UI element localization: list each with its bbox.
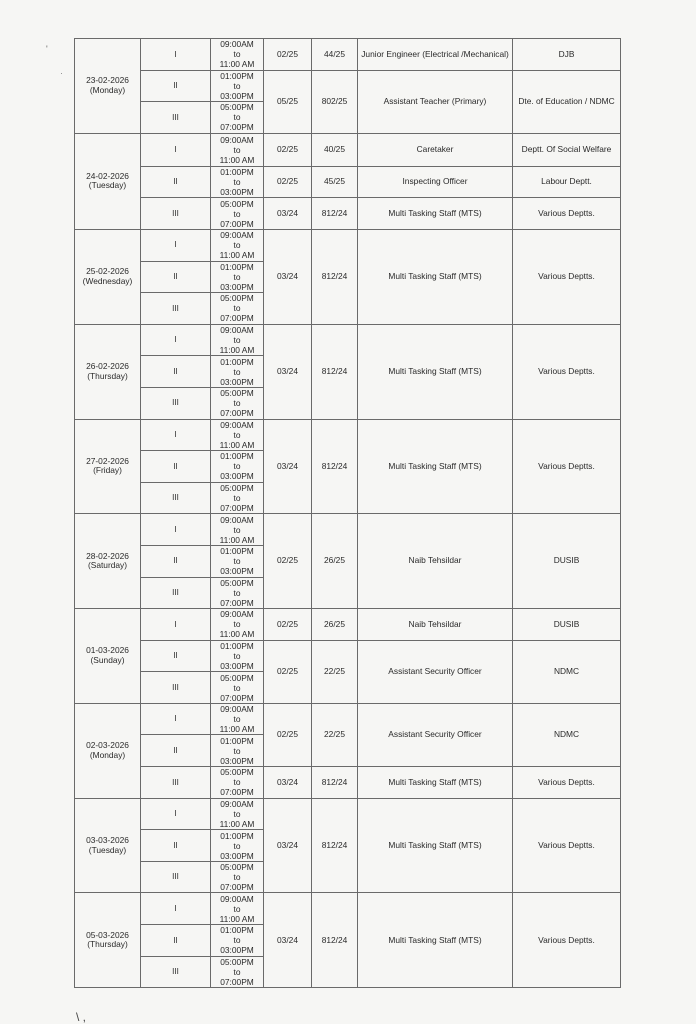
shift-cell: III [141, 293, 211, 325]
department-cell: NDMC [513, 703, 621, 766]
time-cell: 09:00AM to 11:00 AM [211, 419, 264, 451]
shift-cell: I [141, 39, 211, 71]
advt-cell: 02/25 [264, 609, 312, 641]
advt-cell: 02/25 [264, 640, 312, 703]
post-name-cell: Naib Tehsildar [358, 609, 513, 641]
post-name-cell: Assistant Security Officer [358, 703, 513, 766]
table-row [75, 419, 621, 451]
time-cell: 09:00AM to 11:00 AM [211, 229, 264, 261]
post-name-cell: Inspecting Officer [358, 166, 513, 198]
shift-cell: II [141, 545, 211, 577]
post-code-cell: 26/25 [312, 514, 358, 609]
post-name-cell: Assistant Security Officer [358, 640, 513, 703]
time-cell: 09:00AM to 11:00 AM [211, 893, 264, 925]
department-cell: Various Deptts. [513, 324, 621, 419]
department-cell: Various Deptts. [513, 229, 621, 324]
shift-cell: III [141, 482, 211, 514]
department-cell: Dte. of Education / NDMC [513, 70, 621, 133]
shift-cell: II [141, 735, 211, 767]
department-cell: Various Deptts. [513, 767, 621, 799]
time-cell: 01:00PM to 03:00PM [211, 356, 264, 388]
time-cell: 09:00AM to 11:00 AM [211, 609, 264, 641]
post-code-cell: 812/24 [312, 324, 358, 419]
post-code-cell: 812/24 [312, 893, 358, 988]
advt-cell: 02/25 [264, 133, 312, 166]
time-cell: 01:00PM to 03:00PM [211, 735, 264, 767]
shift-cell: III [141, 767, 211, 799]
time-cell: 09:00AM to 11:00 AM [211, 39, 264, 71]
shift-cell: I [141, 324, 211, 356]
table-row [75, 893, 621, 925]
shift-cell: III [141, 956, 211, 988]
time-cell: 01:00PM to 03:00PM [211, 166, 264, 198]
scan-mark: ' [46, 44, 48, 54]
department-cell: DJB [513, 39, 621, 71]
department-cell: Deptt. Of Social Welfare [513, 133, 621, 166]
shift-cell: III [141, 102, 211, 134]
date-cell: 03-03-2026 (Tuesday) [75, 798, 141, 893]
time-cell: 01:00PM to 03:00PM [211, 925, 264, 957]
post-code-cell: 26/25 [312, 609, 358, 641]
post-name-cell: Multi Tasking Staff (MTS) [358, 767, 513, 799]
advt-cell: 03/24 [264, 198, 312, 230]
department-cell: DUSIB [513, 609, 621, 641]
shift-cell: II [141, 70, 211, 102]
shift-cell: III [141, 861, 211, 893]
time-cell: 05:00PM to 07:00PM [211, 767, 264, 799]
time-cell: 01:00PM to 03:00PM [211, 545, 264, 577]
time-cell: 01:00PM to 03:00PM [211, 70, 264, 102]
post-name-cell: Multi Tasking Staff (MTS) [358, 419, 513, 514]
table-row [75, 640, 621, 672]
post-code-cell: 45/25 [312, 166, 358, 198]
post-code-cell: 40/25 [312, 133, 358, 166]
advt-cell: 05/25 [264, 70, 312, 133]
shift-cell: III [141, 198, 211, 230]
advt-cell: 03/24 [264, 324, 312, 419]
advt-cell: 03/24 [264, 419, 312, 514]
date-cell: 26-02-2026 (Thursday) [75, 324, 141, 419]
date-cell: 24-02-2026 (Tuesday) [75, 133, 141, 229]
table-row [75, 703, 621, 735]
time-cell: 01:00PM to 03:00PM [211, 261, 264, 293]
date-cell: 05-03-2026 (Thursday) [75, 893, 141, 988]
scan-mark: · [60, 68, 63, 78]
time-cell: 05:00PM to 07:00PM [211, 672, 264, 704]
exam-schedule-table [74, 38, 621, 988]
table-row [75, 514, 621, 546]
shift-cell: I [141, 419, 211, 451]
table-row [75, 609, 621, 641]
time-cell: 05:00PM to 07:00PM [211, 956, 264, 988]
table-row [75, 198, 621, 230]
post-name-cell: Multi Tasking Staff (MTS) [358, 893, 513, 988]
post-code-cell: 44/25 [312, 39, 358, 71]
shift-cell: II [141, 925, 211, 957]
table-row [75, 166, 621, 198]
department-cell: Various Deptts. [513, 419, 621, 514]
shift-cell: I [141, 514, 211, 546]
time-cell: 01:00PM to 03:00PM [211, 451, 264, 483]
department-cell: Labour Deptt. [513, 166, 621, 198]
date-cell: 28-02-2026 (Saturday) [75, 514, 141, 609]
time-cell: 05:00PM to 07:00PM [211, 387, 264, 419]
time-cell: 09:00AM to 11:00 AM [211, 798, 264, 830]
time-cell: 09:00AM to 11:00 AM [211, 133, 264, 166]
table-row [75, 324, 621, 356]
table-row [75, 229, 621, 261]
shift-cell: I [141, 133, 211, 166]
date-cell: 01-03-2026 (Sunday) [75, 609, 141, 704]
time-cell: 09:00AM to 11:00 AM [211, 514, 264, 546]
table-row [75, 39, 621, 71]
post-name-cell: Caretaker [358, 133, 513, 166]
department-cell: DUSIB [513, 514, 621, 609]
shift-cell: II [141, 640, 211, 672]
post-name-cell: Multi Tasking Staff (MTS) [358, 798, 513, 893]
date-cell: 23-02-2026 (Monday) [75, 39, 141, 134]
advt-cell: 02/25 [264, 514, 312, 609]
post-name-cell: Naib Tehsildar [358, 514, 513, 609]
shift-cell: II [141, 451, 211, 483]
post-code-cell: 812/24 [312, 767, 358, 799]
advt-cell: 02/25 [264, 703, 312, 766]
post-code-cell: 802/25 [312, 70, 358, 133]
post-name-cell: Multi Tasking Staff (MTS) [358, 229, 513, 324]
scan-mark: \ , [76, 1010, 87, 1024]
advt-cell: 03/24 [264, 893, 312, 988]
time-cell: 01:00PM to 03:00PM [211, 830, 264, 862]
post-code-cell: 812/24 [312, 229, 358, 324]
shift-cell: I [141, 798, 211, 830]
advt-cell: 03/24 [264, 229, 312, 324]
post-code-cell: 812/24 [312, 198, 358, 230]
department-cell: Various Deptts. [513, 198, 621, 230]
table-row [75, 798, 621, 830]
shift-cell: II [141, 166, 211, 198]
post-name-cell: Multi Tasking Staff (MTS) [358, 198, 513, 230]
shift-cell: II [141, 830, 211, 862]
post-code-cell: 812/24 [312, 798, 358, 893]
table-row [75, 767, 621, 799]
time-cell: 09:00AM to 11:00 AM [211, 703, 264, 735]
shift-cell: I [141, 703, 211, 735]
post-name-cell: Multi Tasking Staff (MTS) [358, 324, 513, 419]
time-cell: 05:00PM to 07:00PM [211, 861, 264, 893]
shift-cell: I [141, 893, 211, 925]
shift-cell: III [141, 577, 211, 609]
shift-cell: II [141, 356, 211, 388]
time-cell: 05:00PM to 07:00PM [211, 198, 264, 230]
department-cell: NDMC [513, 640, 621, 703]
time-cell: 05:00PM to 07:00PM [211, 482, 264, 514]
date-cell: 02-03-2026 (Monday) [75, 703, 141, 798]
department-cell: Various Deptts. [513, 798, 621, 893]
post-code-cell: 22/25 [312, 640, 358, 703]
post-code-cell: 22/25 [312, 703, 358, 766]
advt-cell: 03/24 [264, 798, 312, 893]
post-code-cell: 812/24 [312, 419, 358, 514]
shift-cell: II [141, 261, 211, 293]
date-cell: 25-02-2026 (Wednesday) [75, 229, 141, 324]
time-cell: 09:00AM to 11:00 AM [211, 324, 264, 356]
time-cell: 05:00PM to 07:00PM [211, 102, 264, 134]
time-cell: 01:00PM to 03:00PM [211, 640, 264, 672]
table-row [75, 70, 621, 102]
post-name-cell: Assistant Teacher (Primary) [358, 70, 513, 133]
shift-cell: III [141, 387, 211, 419]
shift-cell: I [141, 609, 211, 641]
date-cell: 27-02-2026 (Friday) [75, 419, 141, 514]
exam-schedule-sheet [74, 38, 620, 988]
time-cell: 05:00PM to 07:00PM [211, 577, 264, 609]
shift-cell: I [141, 229, 211, 261]
advt-cell: 03/24 [264, 767, 312, 799]
post-name-cell: Junior Engineer (Electrical /Mechanical) [358, 39, 513, 71]
time-cell: 05:00PM to 07:00PM [211, 293, 264, 325]
department-cell: Various Deptts. [513, 893, 621, 988]
shift-cell: III [141, 672, 211, 704]
advt-cell: 02/25 [264, 166, 312, 198]
advt-cell: 02/25 [264, 39, 312, 71]
table-row [75, 133, 621, 166]
